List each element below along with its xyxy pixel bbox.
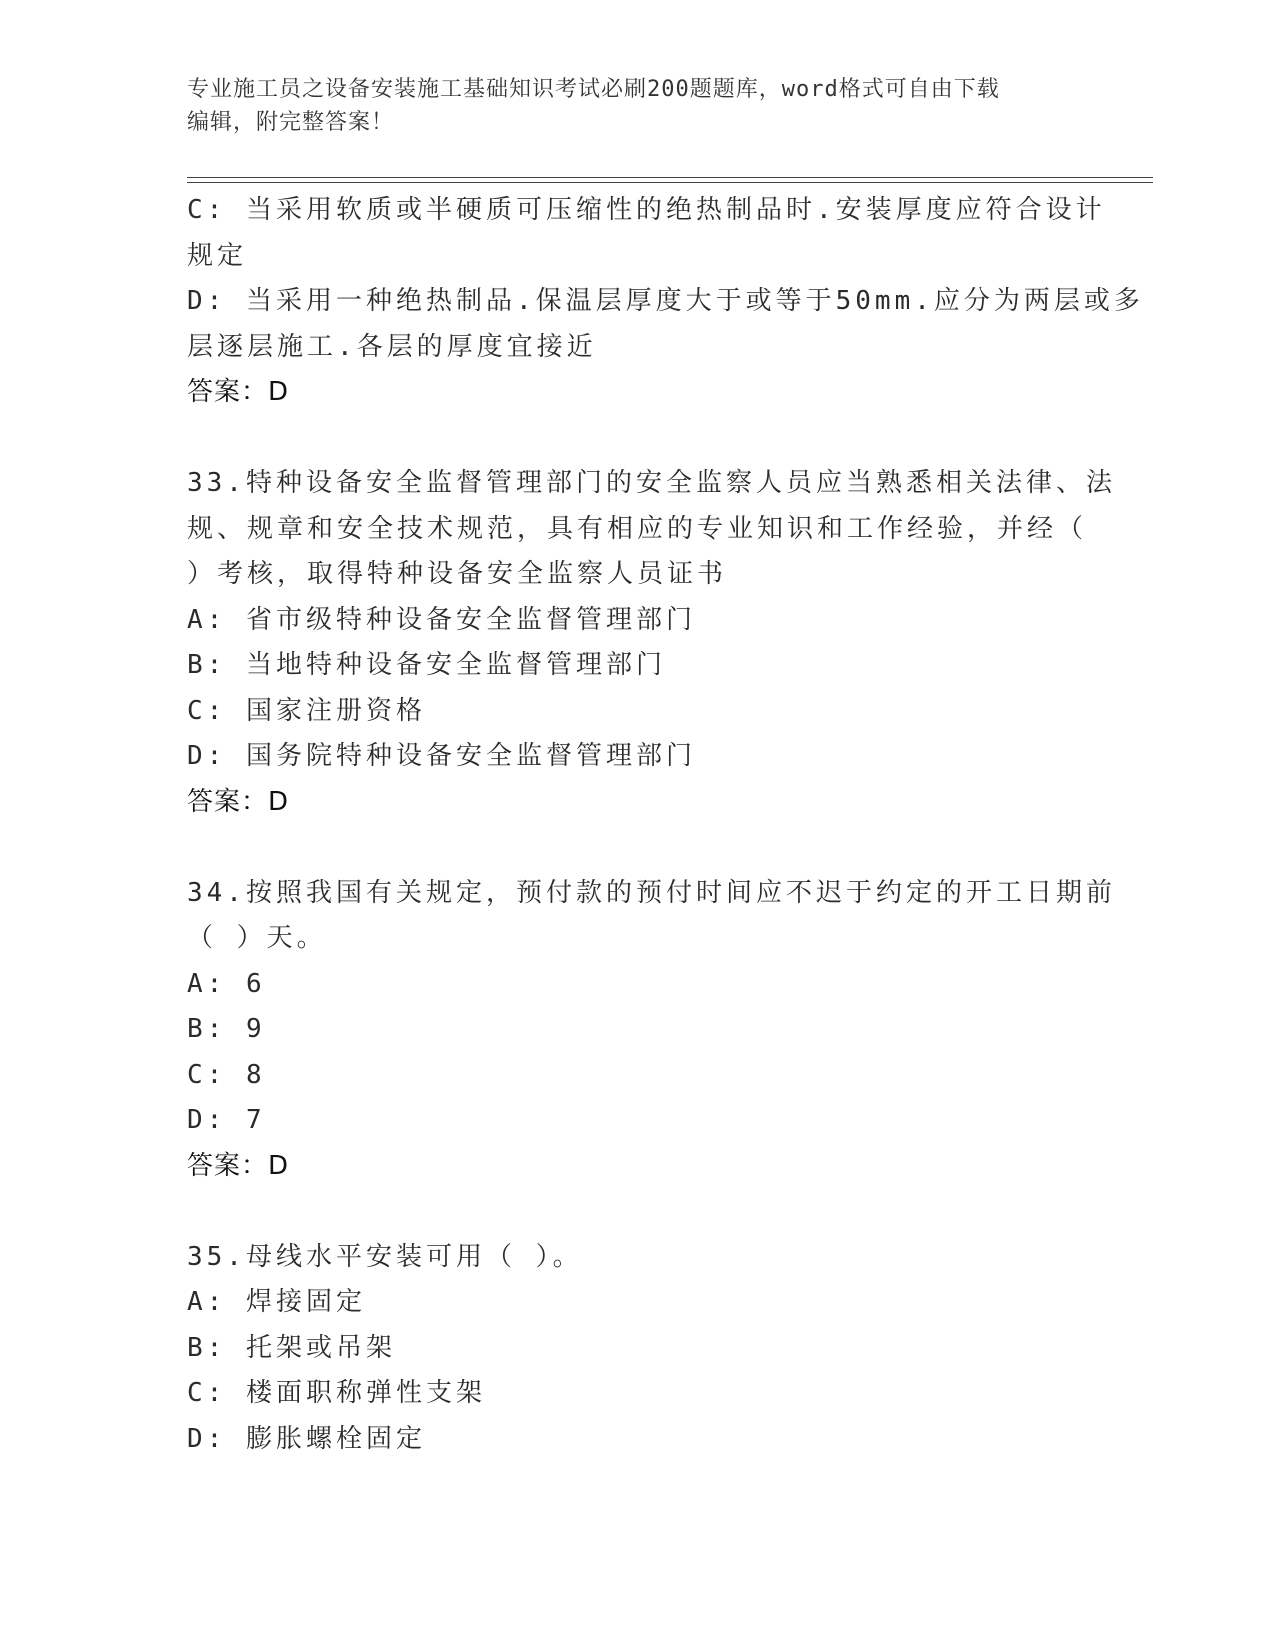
question-stem-cont: ）考核，取得特种设备安全监察人员证书 <box>187 559 728 589</box>
answer-label: 答案：D <box>187 1150 290 1181</box>
question-content <box>187 188 1144 1462</box>
option-d: D: 膨胀螺栓固定 <box>187 1423 426 1454</box>
question-stem-cont: （ ）天。 <box>187 923 327 953</box>
header-title-line-1: 专业施工员之设备安装施工基础知识考试必刷200题题库，word格式可自由下载 <box>187 77 1000 102</box>
option-d-text-cont: 层逐层施工.各层的厚度宜接近 <box>187 331 597 362</box>
option-c: C: 8 <box>187 1059 266 1090</box>
option-d: D: 7 <box>187 1105 266 1135</box>
option-c: C: 楼面职称弹性支架 <box>187 1378 486 1408</box>
option-d: D: 国务院特种设备安全监督管理部门 <box>187 741 696 771</box>
option-b: B: 当地特种设备安全监督管理部门 <box>187 650 666 680</box>
question-32-tail <box>187 188 1144 416</box>
option-a: A: 6 <box>187 968 266 999</box>
question-34 <box>187 871 1116 1190</box>
option-d-text: D: 当采用一种绝热制品.保温层厚度大于或等于50mm.应分为两层或多 <box>187 286 1144 316</box>
option-c: C: 国家注册资格 <box>187 695 426 726</box>
option-a: A: 焊接固定 <box>187 1287 366 1317</box>
header-divider-bottom <box>187 182 1153 183</box>
option-b: B: 托架或吊架 <box>187 1332 396 1363</box>
option-a: A: 省市级特种设备安全监督管理部门 <box>187 604 696 635</box>
option-c-text: C: 当采用软质或半硬质可压缩性的绝热制品时.安装厚度应符合设计 <box>187 195 1106 225</box>
option-c-text-cont: 规定 <box>187 240 248 271</box>
answer-label: 答案：D <box>187 377 290 407</box>
question-stem-cont: 规、规章和安全技术规范，具有相应的专业知识和工作经验，并经（ <box>187 513 1088 544</box>
question-spacer <box>187 416 1087 462</box>
question-spacer <box>187 1189 1087 1235</box>
question-stem: 35.母线水平安装可用（ ）。 <box>187 1241 583 1272</box>
question-33 <box>187 461 1116 825</box>
option-b: B: 9 <box>187 1014 266 1044</box>
answer-label: 答案：D <box>187 786 290 817</box>
question-stem: 34.按照我国有关规定，预付款的预付时间应不迟于约定的开工日期前 <box>187 877 1116 908</box>
question-35 <box>187 1235 1087 1463</box>
question-spacer <box>187 825 1087 871</box>
document-header <box>187 73 1067 139</box>
header-divider-top <box>187 177 1153 178</box>
header-title-line-2: 编辑，附完整答案！ <box>187 110 395 135</box>
question-stem: 33.特种设备安全监督管理部门的安全监察人员应当熟悉相关法律、法 <box>187 468 1116 498</box>
